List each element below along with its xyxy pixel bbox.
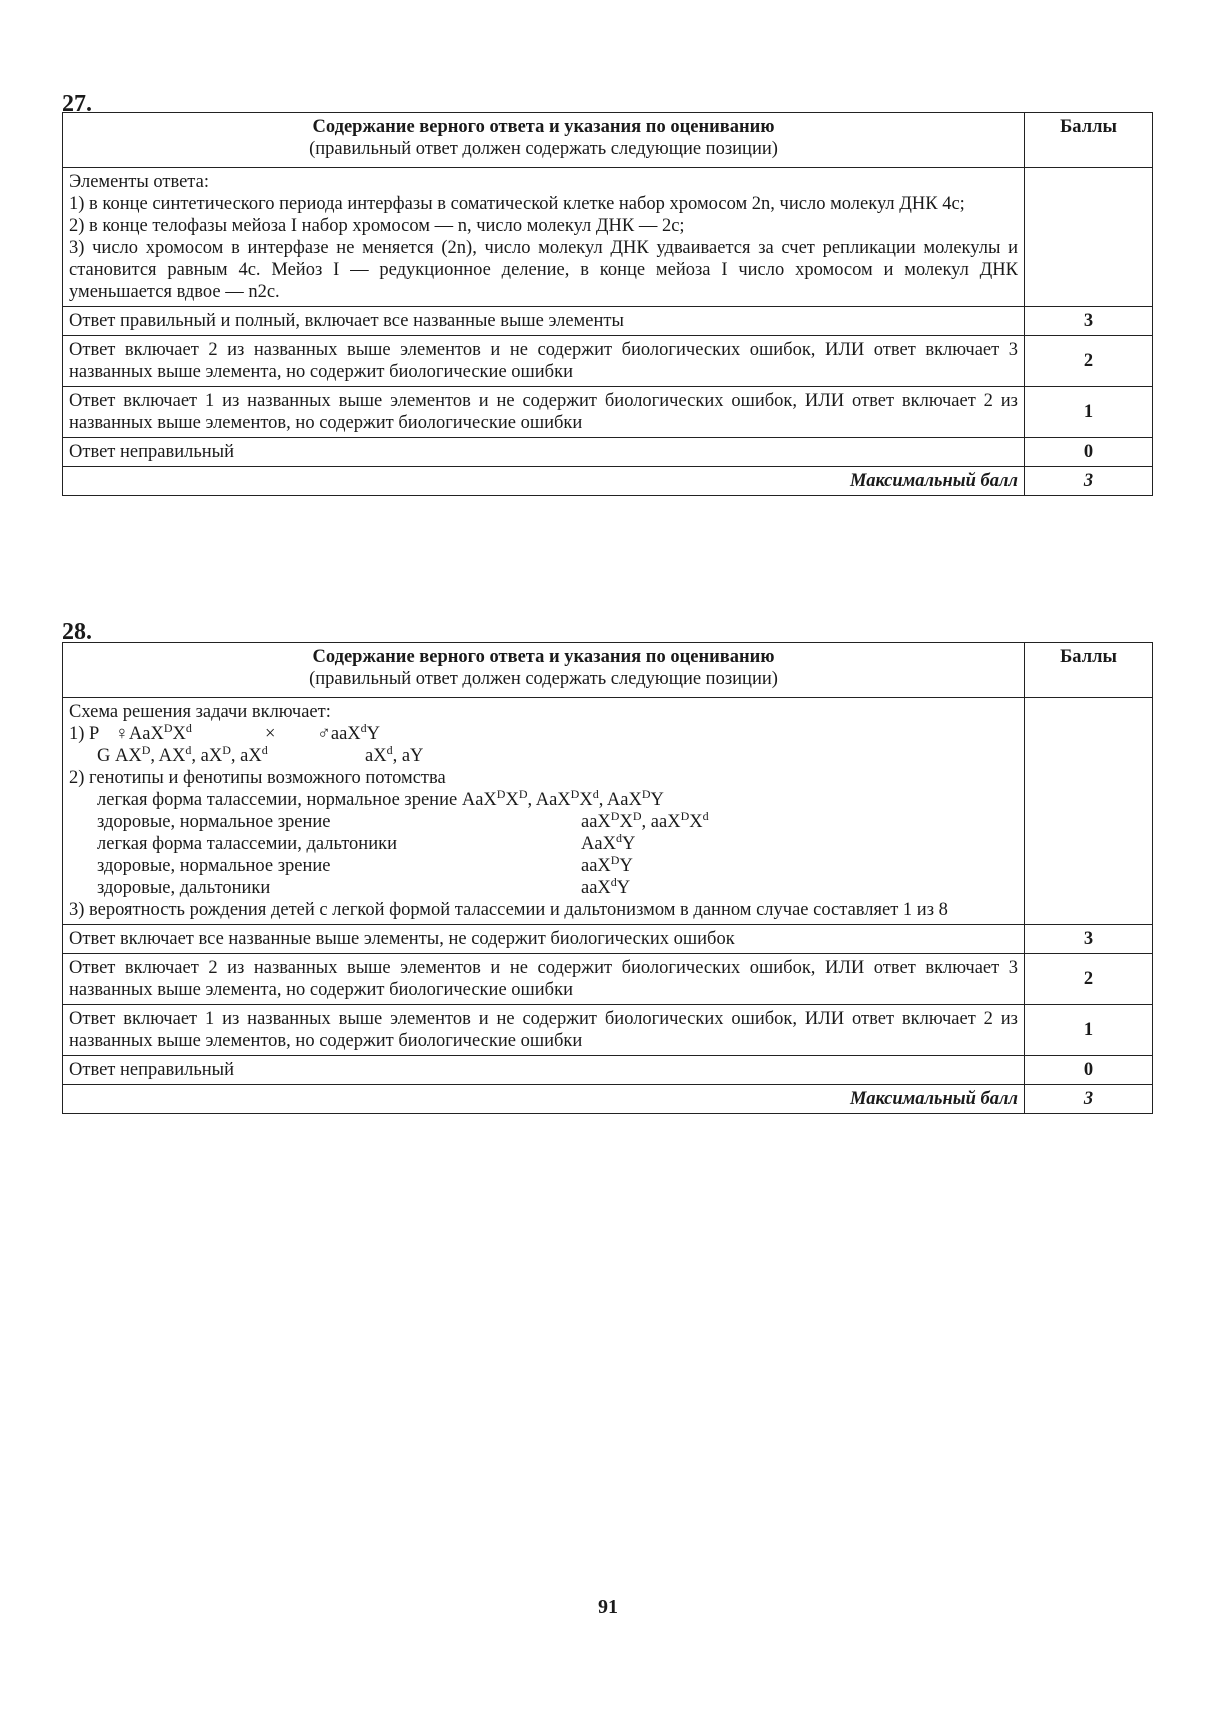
answer-elements (63, 168, 1025, 307)
table-row (63, 954, 1153, 1005)
answer-table-27 (62, 112, 1153, 496)
table-header (63, 113, 1153, 168)
empty-cell (1025, 698, 1153, 925)
points-header: Баллы (1025, 643, 1153, 698)
cross-symbol: × (265, 724, 276, 744)
gametes-male: $aX^d$, aY (365, 742, 424, 766)
max-score-label: Максимальный балл (63, 467, 1025, 496)
offspring-phenotype: легкая форма талассемии, дальтоники (97, 834, 397, 854)
criterion-text: Ответ включает 2 из названных выше элементов и не содержит биологических ошибок, ИЛИ ответ включает 3 названных выше элемента, но содержит биологические ошибки (63, 336, 1025, 387)
table-row (63, 336, 1153, 387)
male-genotype: ♂aaX$^d$Y (317, 720, 381, 744)
criterion-score: 0 (1025, 1056, 1153, 1085)
criterion-score: 3 (1025, 925, 1153, 954)
table-row (63, 387, 1153, 438)
header-subtitle: (правильный ответ должен содержать следующие позиции) (309, 139, 778, 159)
table-row (63, 1056, 1153, 1085)
offspring-row (69, 852, 1018, 877)
answer-table-28 (62, 642, 1153, 1114)
question-number-28: 28. (62, 619, 92, 645)
header-title: Содержание верного ответа и указания по оцениванию (312, 647, 775, 667)
header-content (63, 643, 1025, 698)
element-item: 3) число хромосом в интерфазе не меняется (2n), число молекул ДНК удваивается за счет репликации молекулы и становится равным 4с. Мейоз I — редукционное деление, в конце мейоза I число хромосом и молекул ДНК уменьшается вдвое — n2с. (69, 238, 1018, 302)
table-row (63, 1005, 1153, 1056)
gametes-label: G (97, 746, 111, 766)
criterion-score: 2 (1025, 954, 1153, 1005)
criterion-text: Ответ правильный и полный, включает все названные выше элементы (63, 307, 1025, 336)
offspring-genotype: $AaX^DX^D$, $AaX^DX^d$, AaX$^D$Y (461, 786, 664, 810)
offspring-genotype: aaX$^D$Y (581, 852, 633, 876)
criterion-score: 1 (1025, 1005, 1153, 1056)
offspring-genotype: $aaX^DX^D$, $aaX^DX^d$ (581, 808, 709, 832)
criterion-score: 3 (1025, 307, 1153, 336)
criterion-score: 1 (1025, 387, 1153, 438)
criterion-text: Ответ неправильный (63, 438, 1025, 467)
offspring-phenotype: здоровые, нормальное зрение (97, 856, 331, 876)
max-score-row (63, 467, 1153, 496)
max-score-value: 3 (1025, 467, 1153, 496)
offspring-title: 2) генотипы и фенотипы возможного потомства (69, 768, 446, 788)
offspring-genotype: aaX$^d$Y (581, 874, 631, 898)
criterion-text: Ответ включает 1 из названных выше элементов и не содержит биологических ошибок, ИЛИ ответ включает 2 из названных выше элементов, но содержит биологические ошибки (63, 1005, 1025, 1056)
header-title: Содержание верного ответа и указания по оцениванию (312, 117, 775, 137)
table-row (63, 168, 1153, 307)
page-number: 91 (598, 1596, 618, 1618)
offspring-row (69, 786, 1018, 811)
max-score-value: 3 (1025, 1085, 1153, 1114)
element-item: 2) в конце телофазы мейоза I набор хромосом — n, число молекул ДНК — 2с; (69, 216, 685, 236)
criterion-score: 2 (1025, 336, 1153, 387)
max-score-row (63, 1085, 1153, 1114)
gametes-female: $AX^D$, $AX^d$, $aX^D$, $aX^d$ (115, 742, 268, 766)
table-row (63, 307, 1153, 336)
criterion-text: Ответ включает все названные выше элементы, не содержит биологических ошибок (63, 925, 1025, 954)
offspring-phenotype: легкая форма талассемии, нормальное зрение (97, 790, 458, 810)
criterion-text: Ответ неправильный (63, 1056, 1025, 1085)
elements-title: Элементы ответа: (69, 172, 209, 192)
offspring-row (69, 874, 1018, 899)
table-row (63, 698, 1153, 925)
female-genotype: $♀AaX^DX^d$ (115, 720, 192, 744)
criterion-text: Ответ включает 2 из названных выше элементов и не содержит биологических ошибок, ИЛИ ответ включает 3 названных выше элемента, но содержит биологические ошибки (63, 954, 1025, 1005)
solution-scheme (63, 698, 1025, 925)
probability-item: 3) вероятность рождения детей с легкой формой талассемии и дальтонизмом в данном случае составляет 1 из 8 (69, 900, 948, 920)
points-header: Баллы (1025, 113, 1153, 168)
offspring-phenotype: здоровые, нормальное зрение (97, 812, 331, 832)
empty-cell (1025, 168, 1153, 307)
table-row (63, 438, 1153, 467)
gametes-line (69, 742, 1018, 767)
table-row (63, 925, 1153, 954)
max-score-label: Максимальный балл (63, 1085, 1025, 1114)
header-subtitle: (правильный ответ должен содержать следующие позиции) (309, 669, 778, 689)
element-item: 1) в конце синтетического периода интерфазы в соматической клетке набор хромосом 2n, число молекул ДНК 4с; (69, 194, 965, 214)
offspring-phenotype: здоровые, дальтоники (97, 878, 271, 898)
question-number-27: 27. (62, 91, 92, 117)
header-content (63, 113, 1025, 168)
offspring-row (69, 830, 1018, 855)
offspring-row (69, 808, 1018, 833)
table-header (63, 643, 1153, 698)
criterion-score: 0 (1025, 438, 1153, 467)
parents-line (69, 720, 1018, 745)
parents-label: 1) Р (69, 724, 100, 744)
offspring-genotype: AaX$^d$Y (581, 830, 636, 854)
criterion-text: Ответ включает 1 из названных выше элементов и не содержит биологических ошибок, ИЛИ ответ включает 2 из названных выше элементов, но содержит биологические ошибки (63, 387, 1025, 438)
scheme-intro: Схема решения задачи включает: (69, 702, 331, 722)
